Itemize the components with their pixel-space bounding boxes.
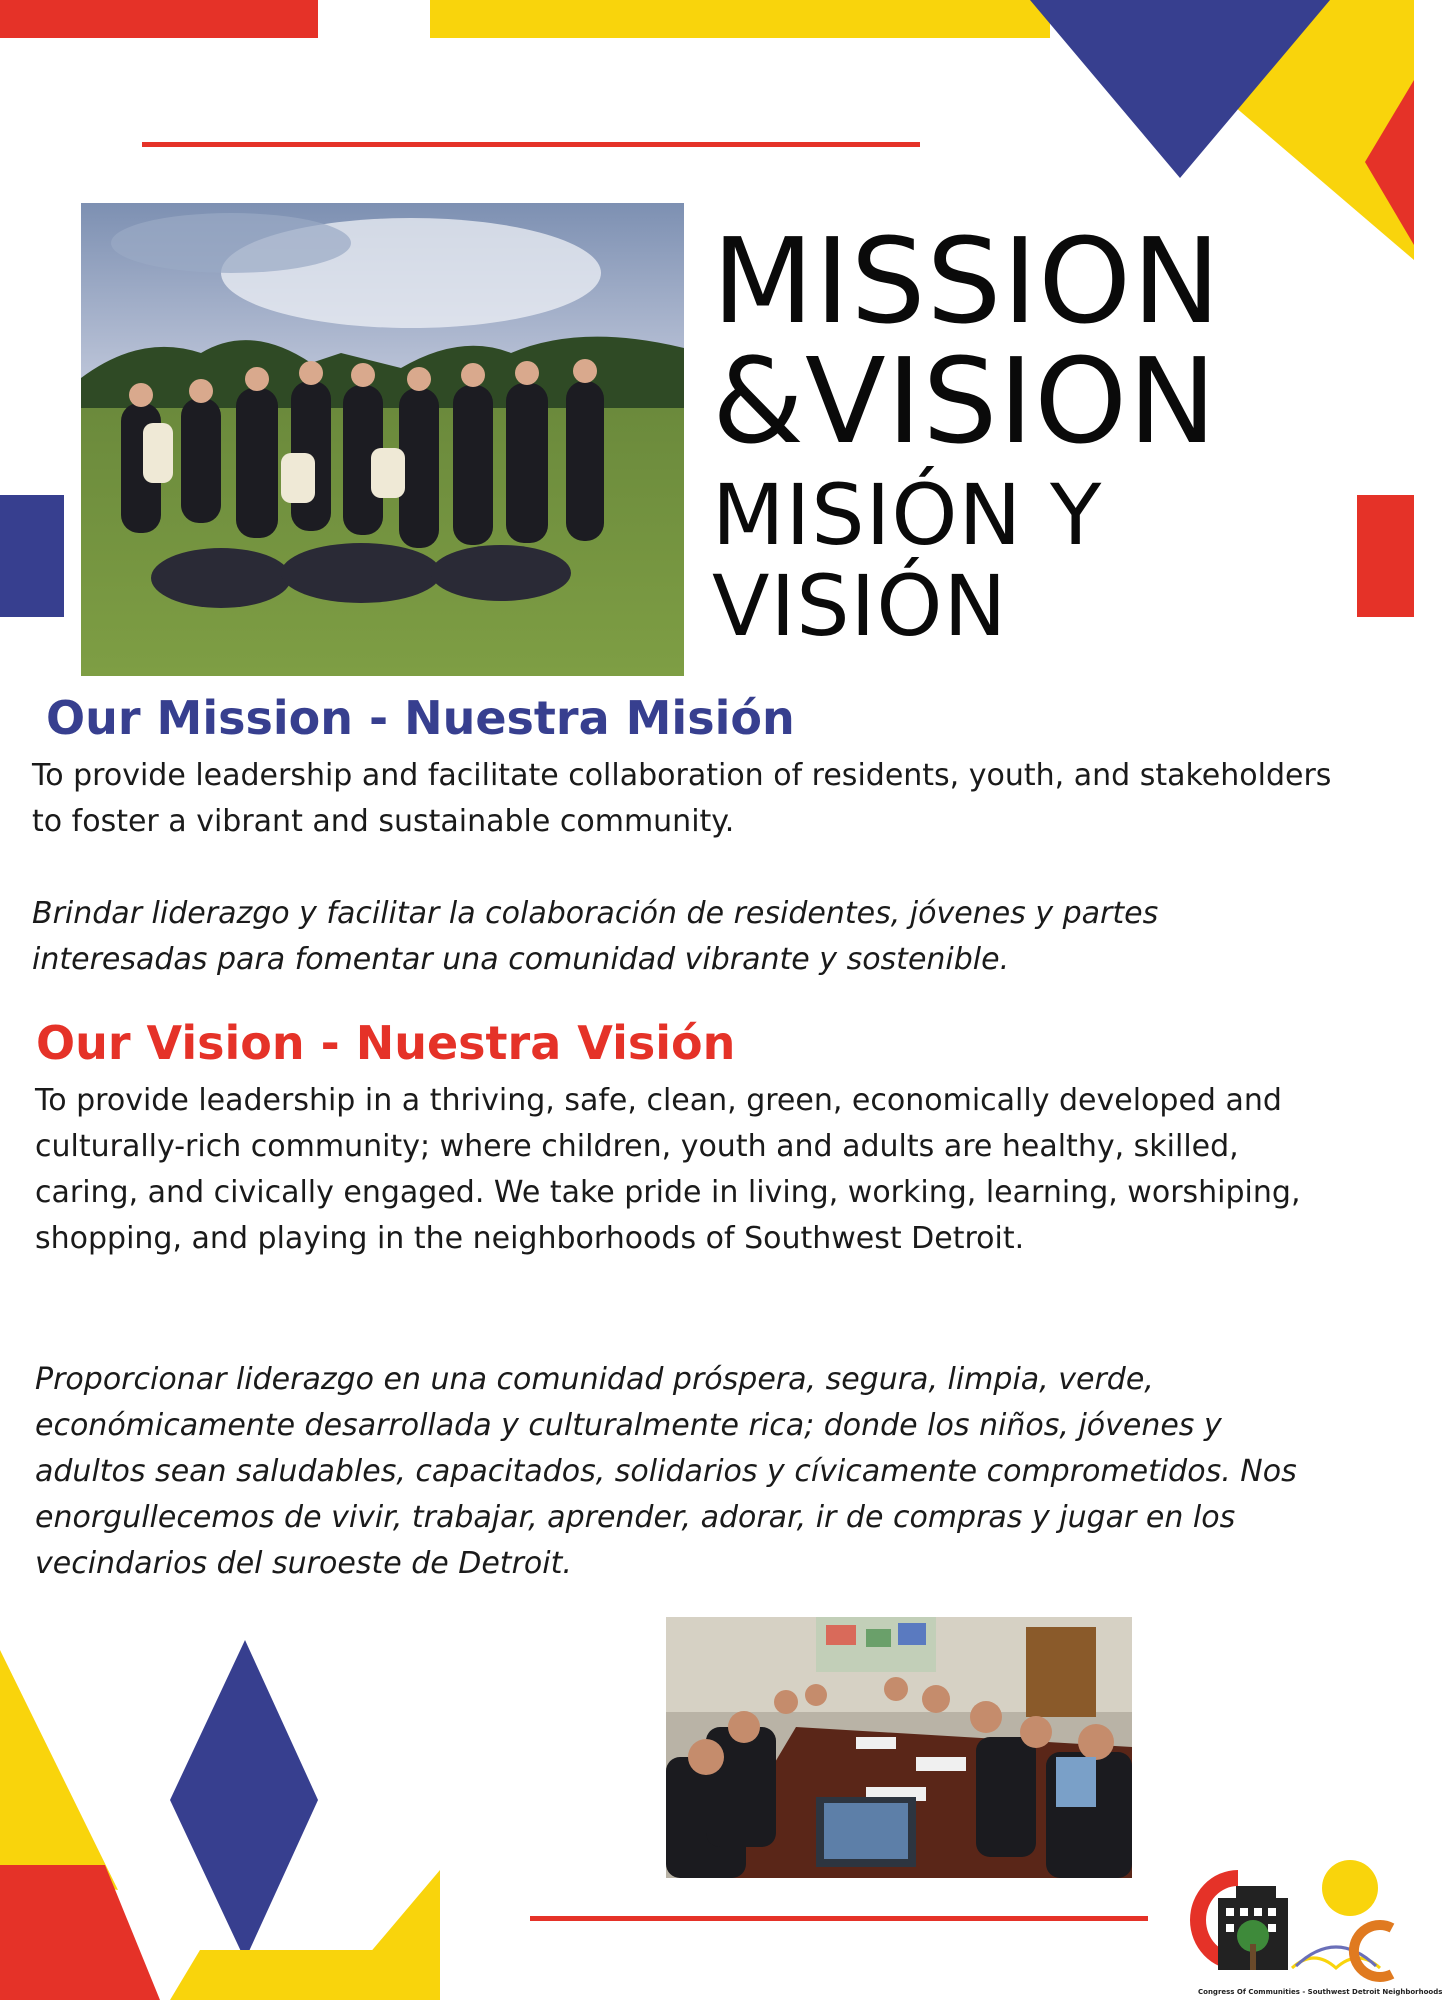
title-and-vision: &VISION (712, 332, 1218, 470)
title-vision-es: VISIÓN (712, 557, 1008, 655)
top-red-line (142, 142, 920, 147)
mission-text-en: To provide leadership and facilitate collaboration of residents, youth, and stakeholders to foster a vibrant and sustainable community. (32, 758, 1332, 839)
bottom-red-line (530, 1916, 1148, 1921)
congress-of-communities-logo (1196, 1858, 1392, 1988)
vision-heading: Our Vision - Nuestra Visión (36, 1016, 736, 1070)
mission-text-es: Brindar liderazgo y facilitar la colaboración de residentes, jóvenes y partes interesadas para fomentar una comunidad vibrante y sostenible. (32, 896, 1159, 977)
vision-text-en: To provide leadership in a thriving, safe, clean, green, economically developed and culturally-rich community; where children, youth and adults are healthy, skilled, caring, and civically engaged. We take pride in living, working, learning, worshiping, shopping, and playing in the neighborhoods of Southwest Detroit. (35, 1083, 1301, 1256)
title-mission: MISSION (712, 212, 1222, 350)
bottom-left-shapes (0, 1640, 440, 2000)
top-left-red-bar (0, 0, 318, 38)
community-meeting-photo (666, 1617, 1132, 1878)
left-blue-bar (0, 495, 64, 617)
logo-caption: Congress Of Communities - Southwest Detroit Neighborhoods (1198, 1988, 1442, 1996)
mission-heading: Our Mission - Nuestra Misión (46, 691, 795, 745)
top-yellow-bar (430, 0, 1050, 38)
title-mision-y: MISIÓN Y (712, 466, 1103, 564)
youth-group-photo (81, 203, 684, 676)
right-red-bar (1357, 495, 1414, 617)
vision-text-es: Proporcionar liderazgo en una comunidad próspera, segura, limpia, verde, económicamente desarrollada y culturalmente rica; donde los niños, jóvenes y adultos sean saludables, capacitados, solidarios y cívicamente comprometidos. Nos enorgullecemos de vivir, trabajar, aprender, adorar, ir de compras y jugar en los vecindarios del suroeste de Detroit. (35, 1362, 1297, 1581)
